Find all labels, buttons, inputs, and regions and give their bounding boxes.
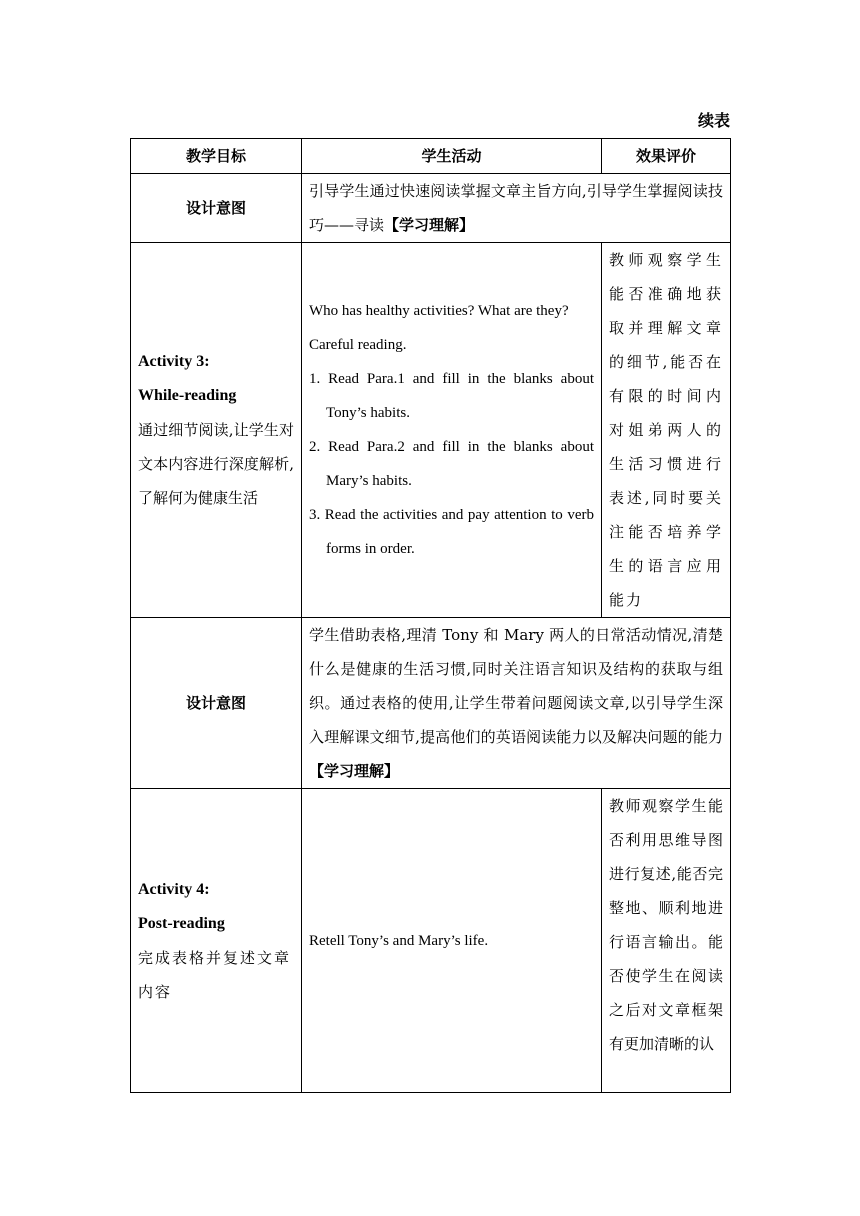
- header-evaluation: 效果评价: [602, 139, 731, 174]
- header-teaching-goal: 教学目标: [131, 139, 302, 174]
- activity-4-subtitle: Post-reading: [138, 914, 225, 932]
- activity-4-title: Activity 4:: [138, 880, 210, 898]
- lesson-plan-table: [130, 138, 731, 1093]
- continued-label: 续表: [697, 111, 730, 130]
- activity-3-goal: [131, 243, 302, 618]
- activity-3-careful-reading: Careful reading.: [309, 337, 407, 353]
- activity-4-description: 完成表格并复述文章内容: [138, 948, 292, 1001]
- activity-3-title: Activity 3:: [138, 353, 210, 370]
- design-intent-row-1: [131, 174, 731, 243]
- header-row: [131, 139, 731, 174]
- design-intent-text-2: [302, 618, 731, 789]
- activity-4-goal: [131, 789, 302, 1093]
- activity-3-question: Who has healthy activities? What are they?: [309, 303, 569, 319]
- design-intent-text: [302, 174, 731, 243]
- design-intent-tag-2: 【学习理解】: [309, 762, 400, 780]
- activity-4-evaluation: 教师观察学生能否利用思维导图进行复述,能否完整地、顺利地进行语言输出。能否使学生在阅读之后对文章框架有更加清晰的认: [602, 789, 731, 1093]
- activity-4-row: [131, 789, 731, 1093]
- activity-3-step-3: 3. Read the activities and pay attention to verb forms in order.: [309, 507, 594, 557]
- activity-4-student-activity: Retell Tony’s and Mary’s life.: [302, 789, 602, 1093]
- activity-3-step-2: 2. Read Para.2 and fill in the blanks about Mary’s habits.: [309, 439, 594, 489]
- activity-3-student-activity: [302, 243, 602, 618]
- design-intent-label: 设计意图: [131, 174, 302, 243]
- header-student-activity: 学生活动: [302, 139, 602, 174]
- design-intent-body: 引导学生通过快速阅读掌握文章主旨方向,引导学生掌握阅读技巧——寻读: [309, 182, 723, 234]
- design-intent-label-2: 设计意图: [131, 618, 302, 789]
- activity-3-evaluation: 教师观察学生能否准确地获取并理解文章的细节,能否在有限的时间内对姐弟两人的生活习惯进行表述,同时要关注能否培养学生的语言应用能力: [602, 243, 731, 618]
- design-intent-row-2: [131, 618, 731, 789]
- design-intent-body-2: 学生借助表格,理清 Tony 和 Mary 两人的日常活动情况,清楚什么是健康的生活习惯,同时关注语言知识及结构的获取与组织。通过表格的使用,让学生带着问题阅读文章,以引导学生深入理解课文细节,提高他们的英语阅读能力以及解决问题的能力: [309, 626, 723, 746]
- activity-3-row: [131, 243, 731, 618]
- activity-3-subtitle: While-reading: [138, 387, 237, 404]
- design-intent-tag: 【学习理解】: [384, 216, 475, 234]
- activity-3-step-1: 1. Read Para.1 and fill in the blanks about Tony’s habits.: [309, 371, 594, 421]
- activity-3-description: 通过细节阅读,让学生对文本内容进行深度解析,了解何为健康生活: [138, 421, 294, 507]
